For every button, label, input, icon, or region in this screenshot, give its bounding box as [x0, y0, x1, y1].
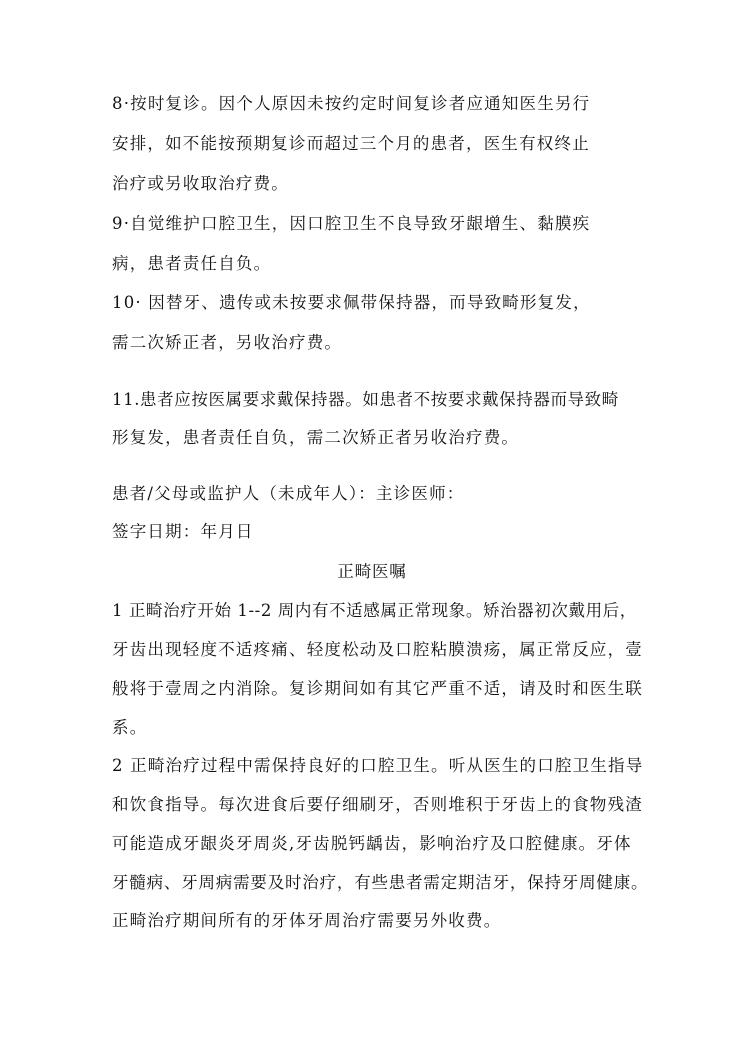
item8-line1: 8·按时复诊。因个人原因未按约定时间复诊者应通知医生另行 — [112, 94, 591, 113]
signature-line: 患者/父母或监护人（未成年人）：主诊医师： — [112, 484, 465, 503]
item10-line1: 10· 因替牙、遗传或未按要求佩带保持器，而导致畸形复发， — [112, 293, 591, 312]
item8-line2: 安排，如不能按预期复诊而超过三个月的患者，医生有权终止 — [112, 134, 590, 153]
advice1-line1: 1 正畸治疗开始 1--2 周内有不适感属正常现象。矫治器初次戴用后， — [112, 601, 637, 620]
advice2-line5: 正畸治疗期间所有的牙体牙周治疗需要另外收费。 — [112, 911, 502, 930]
item9-line1: 9·自觉维护口腔卫生，因口腔卫生不良导致牙龈增生、黏膜疾 — [112, 214, 591, 233]
signature-date-line: 签字日期：年月日 — [112, 522, 254, 541]
advice2-line3: 可能造成牙龈炎牙周炎,牙齿脱钙龋齿，影响治疗及口腔健康。牙体 — [112, 834, 632, 853]
item8-line3: 治疗或另收取治疗费。 — [112, 174, 289, 193]
advice2-line4: 牙髓病、牙周病需要及时治疗，有些患者需定期洁牙，保持牙周健康。 — [112, 873, 649, 892]
advice2-line1: 2 正畸治疗过程中需保持良好的口腔卫生。听从医生的口腔卫生指导 — [112, 756, 644, 775]
item11-line2: 形复发，患者责任自负，需二次矫正者另收治疗费。 — [112, 428, 520, 447]
item10-line2: 需二次矫正者，另收治疗费。 — [112, 333, 343, 352]
item9-line2: 病，患者责任自负。 — [112, 254, 272, 273]
advice1-line2: 牙齿出现轻度不适疼痛、轻度松动及口腔粘膜溃疡，属正常反应，壹 — [112, 640, 643, 659]
section-title: 正畸医嘱 — [337, 562, 407, 581]
advice1-line3: 般将于壹周之内消除。复诊期间如有其它严重不适，请及时和医生联 — [112, 679, 643, 698]
advice1-line4: 系。 — [112, 718, 148, 737]
advice2-line2: 和饮食指导。每次进食后要仔细刷牙，否则堆积于牙齿上的食物残渣 — [112, 795, 643, 814]
item11-line1: 11.患者应按医属要求戴保持器。如患者不按要求戴保持器而导致畸 — [112, 390, 619, 409]
